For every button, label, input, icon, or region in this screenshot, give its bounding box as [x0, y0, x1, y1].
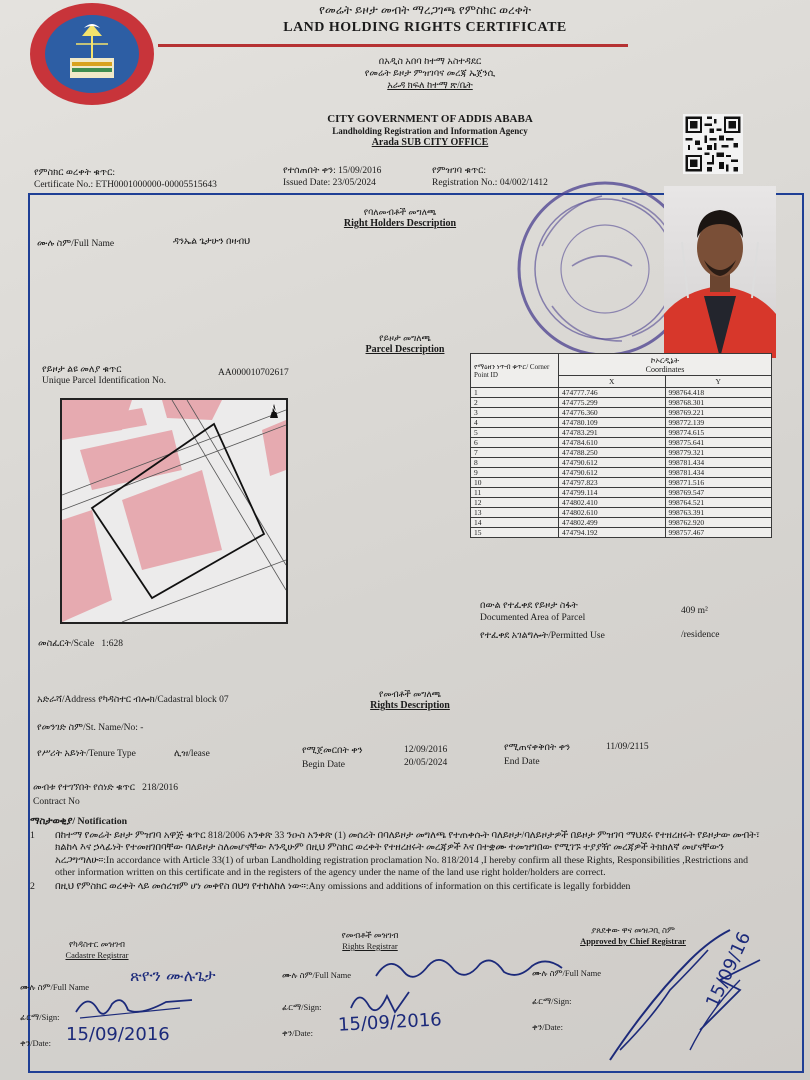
cadastre-signature-icon: [70, 990, 200, 1024]
reg-am: የምዝገባ ቁጥር:: [432, 166, 487, 176]
tenure-value: ሊዝ/lease: [174, 749, 210, 759]
parcel-map: [60, 398, 288, 624]
address-field: [37, 694, 229, 705]
reg-no-value: 04/002/1412: [499, 178, 548, 188]
rights-full-name-label: ሙሉ ስም/Full Name: [282, 970, 352, 980]
cadastre-full-name-label: ሙሉ ስም/Full Name: [20, 982, 90, 992]
coords-header-am: ኮኦርዲኔት: [650, 355, 680, 365]
rights-registrar-en: Rights Registrar: [342, 941, 398, 951]
notification-title: ማስታወቂያ/ Notification: [30, 816, 128, 827]
table-row: 1 474777.746 998764.418: [471, 388, 772, 398]
cadastre-registrar-am: የካዳስተር መዝገብ: [68, 939, 126, 949]
cadastre-date-handwritten: 15/09/2016: [66, 1024, 170, 1045]
chief-registrar-am: ያጸደቀው ዋና መዝጋቢ ስም: [591, 925, 675, 935]
cert-no-am: የምስክር ወረቀት ቁጥር:: [34, 168, 115, 178]
y-header: Y: [665, 376, 772, 388]
cadastre-name-handwritten: ጽዮን ሙሉጌታ: [130, 966, 216, 985]
table-row: 7 474788.250 998779.321: [471, 448, 772, 458]
qr-code-icon: [683, 114, 743, 174]
scale-field: [38, 638, 123, 649]
rights-title-am: የመብቶች መግለጫ: [378, 689, 442, 699]
issued-date-field: [283, 178, 376, 188]
begin-am-label: የሚጀመርበት ቀን: [302, 746, 363, 756]
contract-label: Contract No: [33, 797, 80, 807]
addis-ababa-logo-icon: [28, 2, 156, 108]
chief-full-name-label: ሙሉ ስም/Full Name: [532, 968, 602, 978]
issued-am-label: የተሰጠበት ቀን:: [283, 166, 336, 176]
contract-value: 218/2016: [142, 783, 178, 793]
cadastral-block-no: 07: [219, 695, 229, 705]
notification-item-1: 1 በከተማ የመሬት ይዞታ ምዝገባ አዋጅ ቁጥር 818/2006 አንቀጽ 33 ንዑስ አንቀጽ (1) መሰረት በባለይዞታ መግለጫ የተጠቀሱት ባለይዞታ/ባለይዞታዎች በይዞታ ምዝገባ ማህደሩ የተዘረዘሩት የይዞታው መብት፣ ክልከላ እና ኃላፊነት የተመዘገበባቸው ባለይዞታ ስለመሆናቸው እንዲሁም በዚህ ምስክር ወረቀት የተዘረዘሩት መረጃዎች እና በተቋሙ ተመዝግበው የሚገኙ ተያያዥ መረጃዎች ትክክለኛ መሆናቸውን አረጋግጣለሁ።:In accordance with Article 33(1) of urban Landholding registration proclamation No. 818/2014 ,I hereby confirm all these Rights, Responsibilities ,Restrictions and other information written on this certificate and in the registers of the agency under the name of the land use right holder/holders are correct.: [30, 830, 770, 880]
right-holders-section-title: [330, 207, 470, 229]
tenure-label: የሥሪት አይነት/Tenure Type: [37, 749, 136, 759]
chief-sign-label: ፊርማ/Sign:: [532, 996, 572, 1006]
right-holders-title-am: የባለመብቶች መግለጫ: [363, 207, 437, 217]
chief-signature-icon: [590, 920, 790, 1070]
end-am-label: የሚጠናቀቅበት ቀን: [504, 743, 571, 753]
scale-value: 1:628: [101, 639, 123, 649]
cert-no-value: ETH0001000000-00005515643: [95, 180, 217, 190]
address-label: አድራሻ/Address: [37, 695, 96, 705]
x-header: X: [559, 376, 666, 388]
rights-section-title: [355, 689, 465, 711]
upi-value: AA000010702617: [218, 368, 289, 378]
area-label: Documented Area of Parcel: [480, 613, 586, 623]
rights-registrar-am: የመብቶች መዝገብ: [341, 930, 399, 940]
issued-am-field: [283, 165, 381, 176]
coords-header-cell: [559, 354, 772, 376]
notification-item-1-text: [55, 830, 770, 880]
gov-amharic-2: የመሬት ይዞታ ምዝገባና መረጃ ኤጀንሲ: [364, 69, 496, 79]
parcel-title-am: የይዞታ መግለጫ: [379, 333, 431, 343]
table-row: 8 474790.612 998781.434: [471, 458, 772, 468]
north-arrow-label: N: [271, 405, 277, 414]
cadastre-date-label: ቀን/Date:: [20, 1038, 51, 1048]
parcel-section-title: [345, 333, 465, 355]
table-row: 6 474784.610 998775.641: [471, 438, 772, 448]
rights-title-en: Rights Description: [370, 700, 450, 711]
title-amharic: የመሬት ይዞታ መብት ማረጋገጫ የምስክር ወረቀት: [319, 3, 531, 17]
issued-date-label: Issued Date:: [283, 178, 331, 188]
notification-item-1-en: :In accordance with Article 33(1) of urban Landholding registration proclamation No. 818/2014 ,I hereby confirm all these Rights, Responsibilities ,Restrictions and other information written on this certificate and in the registers of the agency under the name of the land use right holder/holders are correct.: [55, 854, 749, 878]
reg-no-label: Registration No.:: [432, 178, 498, 188]
end-am-value: 11/09/2115: [606, 742, 649, 752]
cadastre-sign-label: ፊርማ/Sign:: [20, 1012, 60, 1022]
title-rule: [158, 44, 628, 47]
rights-sign-label: ፊርማ/Sign:: [282, 1002, 322, 1012]
table-row: 9 474790.612 998781.434: [471, 468, 772, 478]
parcel-title-en: Parcel Description: [365, 344, 445, 355]
table-row: 14 474802.499 998762.920: [471, 518, 772, 528]
upi-label: Unique Parcel Identification No.: [42, 376, 166, 386]
contract-am-field: [33, 782, 178, 793]
area-value: 409 m²: [681, 606, 708, 616]
table-row: 2 474775.299 998768.301: [471, 398, 772, 408]
gov-english-1: CITY GOVERNMENT OF ADDIS ABABA: [327, 113, 533, 125]
notification-item-2-am: በዚህ የምስክር ወረቀት ላይ መሰረዝም ሆነ መቀየስ በህግ የተከለከለ ነው።: [55, 880, 306, 892]
chief-date-label: ቀን/Date:: [532, 1022, 563, 1032]
cadastre-registrar-label: [62, 939, 132, 960]
permitted-use-label: የተፈቀደ አገልግሎት/Permitted Use: [480, 631, 605, 641]
certificate-title: LAND HOLDING RIGHTS CERTIFICATE: [283, 20, 567, 35]
chief-date-handwritten: 15/09/16: [702, 928, 756, 1011]
cert-no-field: [34, 180, 217, 190]
notification-block: [30, 816, 770, 893]
rights-date-handwritten: 15/09/2016: [337, 1009, 443, 1036]
coordinates-table: [470, 353, 772, 538]
right-holders-title-en: Right Holders Description: [343, 218, 457, 229]
table-row: 10 474797.823 998771.516: [471, 478, 772, 488]
gov-english-3: Arada SUB CITY OFFICE: [371, 137, 489, 148]
table-row: 5 474783.291 998774.615: [471, 428, 772, 438]
address-value: የካዳስተር ብሎክ/Cadastral block: [98, 695, 217, 705]
cadastre-registrar-en: Cadastre Registrar: [65, 950, 129, 960]
contract-am-label: መብቱ የተገኘበት የሰነድ ቁጥር: [33, 783, 135, 793]
issued-am-value: 15/09/2016: [338, 166, 382, 176]
gov-amharic-3: አራዳ ክፍለ ከተማ ጽ/ቤት: [387, 81, 473, 91]
coords-header: Coordinates: [645, 364, 685, 374]
table-row: 13 474802.610 998763.391: [471, 508, 772, 518]
table-row: 15 474794.192 998757.467: [471, 528, 772, 538]
permitted-use-value: /residence: [681, 630, 720, 640]
chief-registrar-en: Approved by Chief Registrar: [580, 936, 686, 946]
begin-date-label: Begin Date: [302, 760, 346, 770]
table-row: 4 474780.109 998772.139: [471, 418, 772, 428]
notification-item-2-text: [55, 881, 630, 894]
rights-registrar-label: [330, 930, 410, 951]
notification-item-2-en: :Any omissions and additions of information on this certificate is legally forbidden: [305, 880, 631, 892]
upi-am: የይዞታ ልዩ መለያ ቁጥር: [42, 365, 122, 375]
begin-am-value: 12/09/2016: [404, 745, 448, 755]
scale-label: መስፈርት/Scale: [38, 639, 95, 649]
holder-photo: [664, 186, 776, 358]
gov-english-2: Landholding Registration and Information Agency: [332, 126, 528, 136]
full-name-label: ሙሉ ስም/Full Name: [37, 239, 115, 249]
cert-no-label: Certificate No.:: [34, 180, 94, 190]
notification-item-2: 2 በዚህ የምስክር ወረቀት ላይ መሰረዝም ሆነ መቀየስ በህግ የተከለከለ ነው።:Any omissions and additions of information on this certificate is legally forbidden: [30, 880, 631, 892]
corner-header: የማዕዘን ነጥብ ቁጥር/ Corner Point ID: [471, 354, 559, 388]
street-label: የመንገድ ስም/St. Name/No:: [37, 723, 138, 733]
issued-date-value: 23/05/2024: [332, 178, 376, 188]
rights-date-label: ቀን/Date:: [282, 1028, 313, 1038]
notification-item-1-am: በከተማ የመሬት ይዞታ ምዝገባ አዋጅ ቁጥር 818/2006 አንቀጽ 33 ንዑስ አንቀጽ (1) መሰረት በባለይዞታ መግለጫ የተጠቀሱት ባለይዞታ/ባለይዞታዎች በይዞታ ምዝገባ ማህደሩ የተዘረዘሩት የይዞታው መብት፣ ክልከላ እና ኃላፊነት የተመዘገበባቸው ባለይዞታ ስለመሆናቸው እንዲሁም በዚህ ምስክር ወረቀት የተዘረዘሩት መረጃዎች እና በተቋሙ ተመዝግበው የሚገኙ ተያያዥ መረጃዎች ትክክለኛ መሆናቸውን አረጋግጣለሁ።: [55, 829, 760, 866]
end-date-label: End Date: [504, 757, 540, 767]
begin-date-value: 20/05/2024: [404, 758, 448, 768]
street-field: [37, 722, 143, 733]
gov-amharic-1: በአዲስ አበባ ከተማ አስተዳደር: [378, 57, 482, 67]
street-value: -: [140, 723, 144, 733]
table-row: 3 474776.360 998769.221: [471, 408, 772, 418]
area-am: በውል የተፈቀደ የይዞታ ስፋት: [480, 601, 578, 611]
full-name-value: ዳንኤል ጌታሁን በዛብህ: [173, 237, 251, 247]
table-row: 12 474802.410 998764.521: [471, 498, 772, 508]
table-row: 11 474799.114 998769.547: [471, 488, 772, 498]
